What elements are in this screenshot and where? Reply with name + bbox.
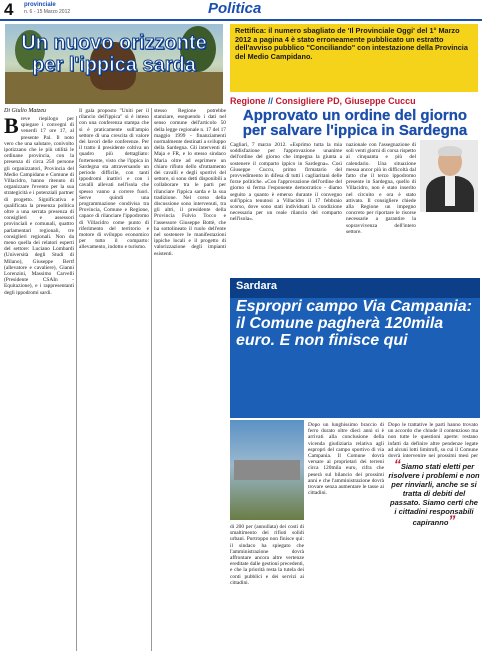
article-column-2: Il gala proposto "Uniti per il rilancio dell'ippica" si è inteso con una conferenza stampa che si è praticamente sull'ampio settore di una crescita di valore dei lavori delle conferenze. Per il tratto il presidente coltiva un quadro più dettagliato: fortemente, visto che l'ippica in Sardegna sta attraversando un periodo difficile, con tanti ippodromi inattivi e con i cavalli allevati nell'isola che spesso vanno a correre fuori. Serve quindi una programmazione condivisa tra Provincia, Comune e Regione, capace di rilanciare l'ippodromo di Villacidro come punto di riferimento del territorio e motore di sviluppo economico per tutto il comparto: allevamento, indotto e turismo. [79,108,149,251]
stadium-photo [230,420,304,520]
masthead-name: provinciale [24,2,56,8]
article-body-right: nazionale con l'assegnazione di soli venti giorni di corsa rispetto ai cinquanta e più del calendario. Una situazione messa ancor più in difficoltà dal fatto che il terzo ippodromo presente in Sardegna, quello di Villacidro, non è stato inserito nel circuito e ora è stato attivato. Il consigliere chiede alla Regione un impegno concreto per riportare le risorse necessarie a garantire la sopravvivenza dell'intero settore. [346,142,416,235]
grandstand-shape [234,460,300,480]
quote-mark-icon: ” [448,512,456,528]
hero-headline: Un nuovo orizzonte per l'ippica sarda [21,32,207,76]
article-text: reve riepilogo per spiegare i convegni di venerdì 17 ore 17, al presente Pal. Il noto vero che una salutare, conivolto ipotizzano che le più utilità le ordinane provincia, con la presenza di circa 250 persone gli organizzatori, Provincia del Medio Campidano e Comune di Villacidro, hanno ritenuto di organizzare l'evento per la sua strategicità e i potenziali partner di progetto. Significativa e qualificata la presenza politica oltre a una serrata presenza di consiglieri e assessori provinciali e comunali, quattro parlamentari regionali, tre consiglieri regionali. Non da meno quella dei relatori esperti del settore: Luciano Lombardi (Università degli Studi di Milano), Giuseppe Bertf (allevatore e cavaliere), Gianni Lorenzini, Massimo Carvelli (Presidente CSAIn - Equitazione), e i rappresentanti degli ippodromi sardi. [4,116,74,296]
kicker-region: Regione [230,96,266,106]
kicker-author: Consigliere PD, Giuseppe Cuccu [275,96,416,106]
kicker-separator: // [268,96,276,106]
article-col-b: Dopo le trattative le parti hanno trovato un accordo che chiude il contenzioso ma non tutte le questioni aperte: restano infatti da definire altre pendenze legate ad alcuni lotti limitrofi, su cui il Comune dovrà intervenire nei prossimi mesi per [388,422,478,458]
article-col-c: di 200 per (annullata) dei costi di smaltimento dei rifiuti solidi urbani. Purtroppo non finisce qui: il sindaco ha spiegato che l'amministrazione dovrà affrontare ancora altre vertenze ereditate dalle gestioni precedenti, e che la priorità resta la tutela dei conti pubblici e dei servizi ai cittadini. [230,524,304,586]
drop-cap: B [4,116,19,138]
article-kicker [230,96,480,106]
page-header [0,0,482,20]
stadium-banner [230,278,480,418]
article-headline: Approvato un ordine del giorno per salvare l'ippica in Sardegna [242,107,468,139]
quote-mark-icon: “ [393,456,401,472]
column-divider [76,116,77,651]
shirt-shape [445,176,455,206]
column-divider [151,108,152,651]
hair-shape [438,146,462,156]
masthead [24,2,70,16]
article-column-3: stesso Regione potrebbe stanziare, eseguendo i dati nel senso comune dell'articolo 50 della legge regionale n. 17 del 17 maggio 1999 - finanziamenti normalmente destinati a sviluppo della Sardegna. Gli interventi di Maja e FR, e lo stesso sindaco Maria oltre ad esprimere un chiaro rifiuto dello sfruttamento dei cavalli e degli sportivi del settore, si sono detti disponibili a collaborare tra le parti per rilanciare l'ippica sarda e la sua tradizione. Nel corso della discussione sono intervenuti, tra gli altri, il presidente della Provincia Fulvio Tocco e l'assessore Giuseppe Bottè, che ha sottolineato il ruolo dell'ente nel sostenere le manifestazioni ippiche locali e il progetto di valorizzazione degli impianti esistenti. [154,108,226,257]
pull-quote-text: Siamo stati eletti per risolvere i problemi e non per rinviarli, anche se si tratta di debiti del passato. Siamo certi che i cittadini responsabili capiranno [388,462,480,527]
pull-quote [388,456,480,528]
article-byline: Di Giulio Matzeu [4,108,46,114]
masthead-issue: n. 6 - 15 Marzo 2012 [24,9,71,15]
correction-notice: Rettifica: il numero sbagliato de 'Il Provinciale Oggi' del 1° Marzo 2012 a pagina 4 è stato erroneamente pubblicato un estratto dell'avviso pubblico "Conciliando" con intestazione della Provincia del Medio Campidano. [230,24,478,92]
article-col-a: Dopo un lunghissimo braccio di ferro durato oltre dieci anni si è arrivati alla conclusione della vicenda giudiziaria relativa agli espropri del campo sportivo di via Campania. Il Comune dovrà versare ai proprietari dei terreni circa 120mila euro, cifra che peserà sul bilancio dei prossimi anni e che l'amministrazione dovrà trovare senza aumentare le tasse ai cittadini. [308,422,384,497]
article-body-left: Cagliari, 7 marzo 2012. «Esprimo tutta la mia soddisfazione per l'approvazione unanime dell'ordine del giorno che impegna la giunta a sostenere il comparto ippico in Sardegna». Così Giuseppe Cuccu, primo firmatario del provvedimento in difesa di tutti i cagliaritani delle forze politiche. «Con l'approvazione dell'ordine del giorno si ferma l'esponente democratico - diamo seguito a quanto è emerso durante il convegno sull'ippica tenutosi a Villacidro il 17 febbraio scorso, dove sono stati individuati la condizione necessaria per un reale rilancio del comparto nell'isola». [230,142,342,223]
article-column-1 [4,116,74,651]
portrait-photo [420,140,478,212]
hero-photo [5,24,223,104]
section-title: Politica [208,0,262,17]
header-rule [0,19,482,21]
page-number: 4 [4,0,14,19]
banner-location: Sardara [236,280,277,292]
banner-headline: Espropri campo Via Campania: il Comune pagherà 120mila euro. E non finisce qui [236,298,472,349]
